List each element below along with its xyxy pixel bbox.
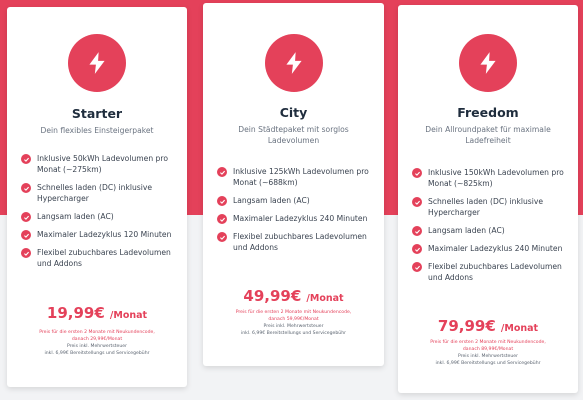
plan-title: Freedom <box>457 105 519 120</box>
plan-card-starter[interactable] <box>7 7 187 387</box>
plan-price <box>203 286 384 305</box>
lightning-bolt-icon <box>459 34 517 92</box>
feature-list <box>21 153 177 276</box>
price-amount: 49,99€ <box>243 287 302 305</box>
plan-subtitle: Dein Allroundpaket für maximale Ladefreiheit <box>425 125 551 145</box>
feature-text: Inklusive 125kWh Ladevolumen pro Monat (~688km) <box>233 167 369 187</box>
checkmark-icon <box>217 214 227 224</box>
feature-text: Maximaler Ladezyklus 240 Minuten <box>428 244 563 253</box>
promo-note: Preis für die ersten 2 Monate mit Neukundencode, <box>39 330 155 335</box>
price-notes <box>213 309 374 337</box>
plan-card-freedom[interactable] <box>398 5 578 393</box>
list-item <box>21 211 177 222</box>
price-notes <box>408 339 568 367</box>
list-item <box>412 196 568 218</box>
checkmark-icon <box>412 244 422 254</box>
price-notes <box>17 329 177 357</box>
feature-text: Flexibel zubuchbares Ladevolumen und Addons <box>233 232 367 252</box>
checkmark-icon <box>21 212 31 222</box>
checkmark-icon <box>217 232 227 242</box>
checkmark-icon <box>412 168 422 178</box>
feature-text: Flexibel zubuchbares Ladevolumen und Addons <box>428 262 562 282</box>
checkmark-icon <box>217 196 227 206</box>
price-amount: 79,99€ <box>437 317 496 335</box>
fee-note: inkl. 6,99€ Bereitstellungs und Servicegebühr <box>435 361 541 366</box>
feature-text: Langsam laden (AC) <box>37 212 114 221</box>
list-item <box>412 243 568 254</box>
promo-note: Preis für die ersten 2 Monate mit Neukundencode, <box>430 340 546 345</box>
checkmark-icon <box>412 226 422 236</box>
plan-price <box>398 316 578 335</box>
plan-price <box>7 303 187 322</box>
checkmark-icon <box>21 230 31 240</box>
list-item <box>412 167 568 189</box>
list-item <box>412 225 568 236</box>
checkmark-icon <box>412 197 422 207</box>
plan-subtitle: Dein Städtepaket mit sorglos Ladevolumen <box>238 125 349 145</box>
promo-note: danach 89,99€/Monat <box>462 347 514 352</box>
price-amount: 19,99€ <box>46 304 105 322</box>
feature-list <box>217 166 374 260</box>
tax-note: Preis inkl. Mehrwertsteuer <box>458 354 518 359</box>
feature-text: Flexibel zubuchbares Ladevolumen und Addons <box>37 248 171 268</box>
lightning-bolt-icon <box>265 34 323 92</box>
price-period: /Monat <box>306 293 344 304</box>
feature-text: Maximaler Ladezyklus 240 Minuten <box>233 214 368 223</box>
feature-text: Inklusive 50kWh Ladevolumen pro Monat (~275km) <box>37 154 168 174</box>
plan-title: City <box>279 105 308 120</box>
list-item <box>21 229 177 240</box>
feature-text: Inklusive 150kWh Ladevolumen pro Monat (~825km) <box>428 168 564 188</box>
list-item <box>217 213 374 224</box>
plan-subtitle: Dein flexibles Einsteigerpaket <box>40 126 154 135</box>
promo-note: Preis für die ersten 2 Monate mit Neukundencode, <box>235 310 352 315</box>
list-item <box>21 153 177 175</box>
tax-note: Preis inkl. Mehrwertsteuer <box>263 324 324 329</box>
checkmark-icon <box>21 248 31 258</box>
feature-text: Langsam laden (AC) <box>233 196 310 205</box>
feature-text: Schnelles laden (DC) inklusive Hypercharger <box>37 183 153 203</box>
promo-note: danach 29,99€/Monat <box>71 337 123 342</box>
list-item <box>21 182 177 204</box>
price-period: /Monat <box>500 323 539 334</box>
tax-note: Preis inkl. Mehrwertsteuer <box>67 344 127 349</box>
checkmark-icon <box>217 167 227 177</box>
fee-note: inkl. 6,99€ Bereitstellungs und Servicegebühr <box>44 351 150 356</box>
plan-title: Starter <box>71 106 123 121</box>
plan-card-city[interactable] <box>203 3 384 366</box>
list-item <box>412 261 568 283</box>
list-item <box>217 231 374 253</box>
checkmark-icon <box>412 262 422 272</box>
feature-text: Maximaler Ladezyklus 120 Minuten <box>37 230 172 239</box>
list-item <box>217 195 374 206</box>
lightning-bolt-icon <box>68 34 126 92</box>
price-period: /Monat <box>109 310 148 321</box>
list-item <box>21 247 177 269</box>
fee-note: inkl. 6,99€ Bereitstellungs und Servicegebühr <box>240 331 347 336</box>
checkmark-icon <box>21 154 31 164</box>
feature-list <box>412 167 568 290</box>
list-item <box>217 166 374 188</box>
feature-text: Schnelles laden (DC) inklusive Hypercharger <box>428 197 544 217</box>
promo-note: danach 59,99€/Monat <box>268 317 319 322</box>
checkmark-icon <box>21 183 31 193</box>
feature-text: Langsam laden (AC) <box>428 226 505 235</box>
